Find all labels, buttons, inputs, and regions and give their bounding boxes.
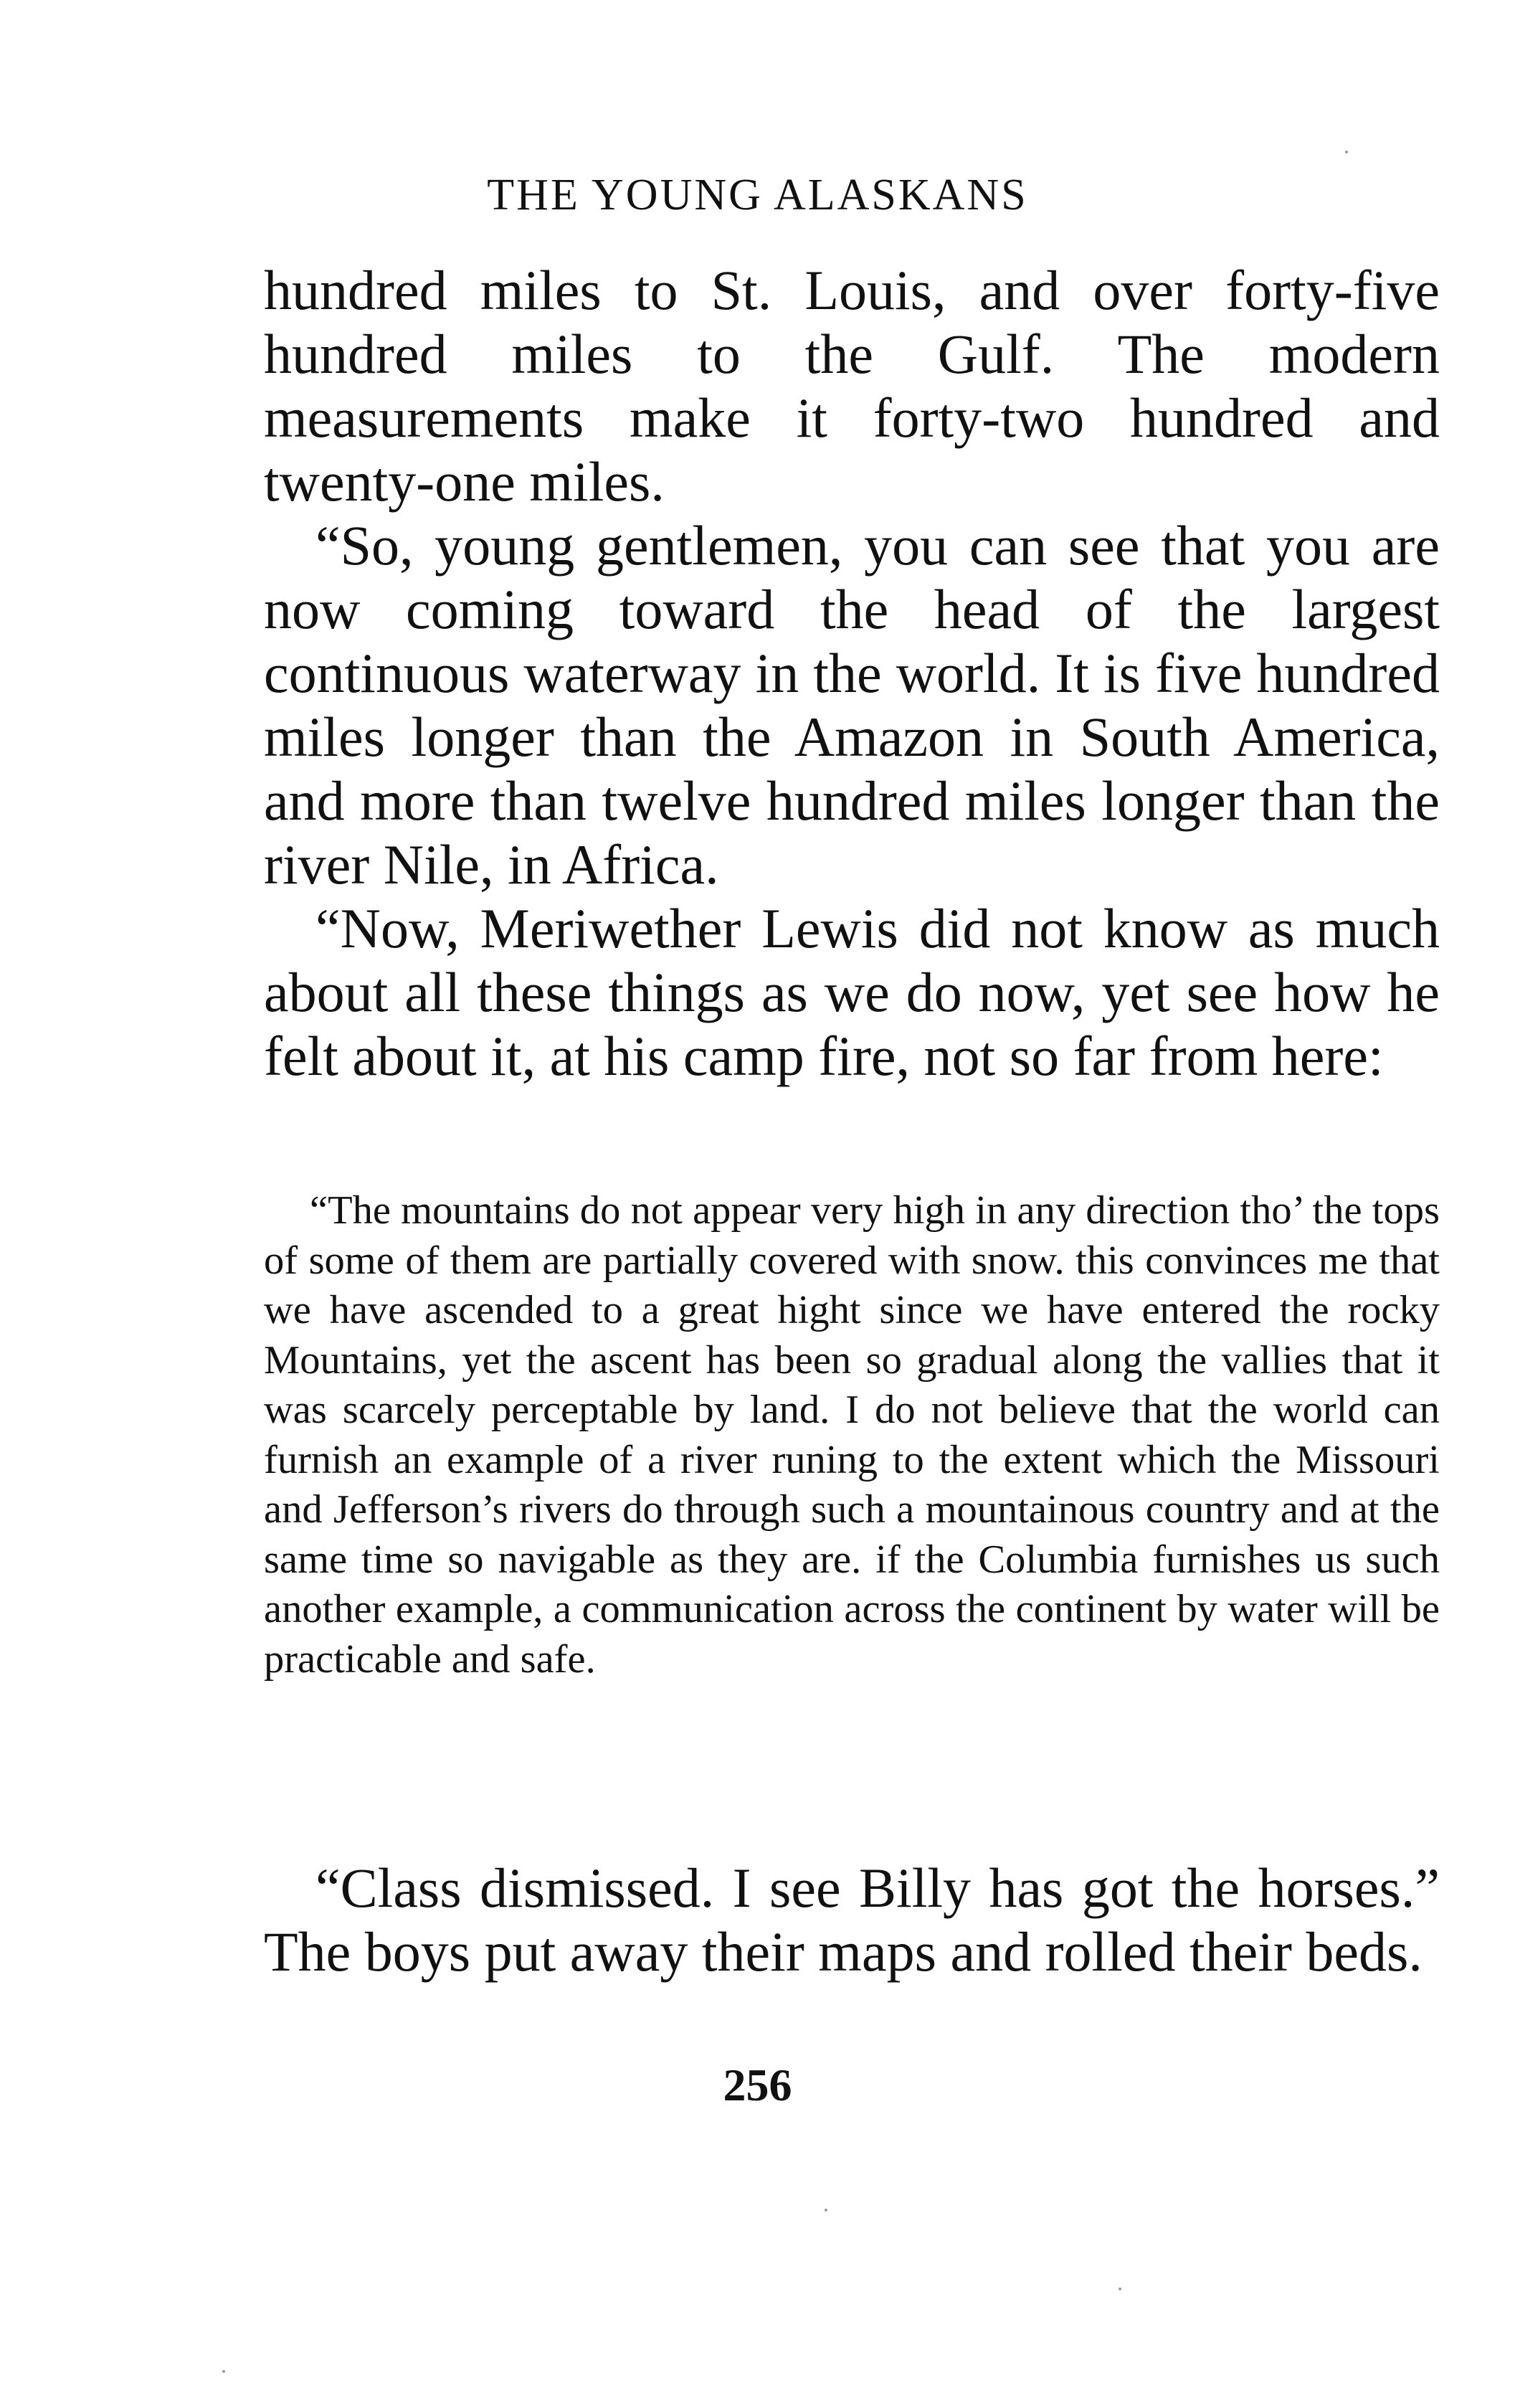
text-block-quotation: [264, 1186, 1440, 1684]
text-block-closing: [264, 1856, 1440, 1983]
paragraph-waterway: “So, young gentlemen, you can see that you are now coming toward the head of the largest continuous waterway in the world. It is five hundred miles longer than the Amazon in South America, and more than twelve hundred miles longer than the river Nile, in Africa.: [264, 514, 1440, 896]
text-block-opening: [264, 258, 1440, 513]
text-block-lewis: [264, 896, 1440, 1088]
paper-speck: [825, 2209, 827, 2212]
paper-speck: [1345, 151, 1348, 153]
page-number: 256: [723, 2059, 792, 2110]
paper-speck: [222, 2370, 225, 2373]
lewis-journal-quotation: “The mountains do not appear very high in any direction tho’ the tops of some of them are partially covered with snow. this convinces me that we have ascended to a great hight since we have entered the rocky Mountains, yet the ascent has been so gradual along the vallies that it was scarcely perceptable by land. I do not believe that the world can furnish an example of a river runing to the extent which the Missouri and Jefferson’s rivers do through such a mountainous country and at the same time so navigable as they are. if the Columbia furnishes us such another example, a communication across the continent by water will be practicable and safe.: [264, 1188, 1440, 1682]
paragraph-continuation: hundred miles to St. Louis, and over forty-five hundred miles to the Gulf. The modern measurements make it forty-two hundred and twenty-one miles.: [264, 259, 1440, 513]
paper-speck: [1119, 2288, 1121, 2290]
paragraph-lewis-intro: “Now, Meriwether Lewis did not know as much about all these things as we do now, yet see how he felt about it, at his camp fire, not so far from here:: [264, 897, 1440, 1087]
running-title: THE YOUNG ALASKANS: [487, 171, 1028, 219]
paragraph-class-dismissed: “Class dismissed. I see Billy has got the horses.” The boys put away their maps and rolled their beds.: [264, 1857, 1440, 1983]
text-block-waterway: [264, 513, 1440, 896]
